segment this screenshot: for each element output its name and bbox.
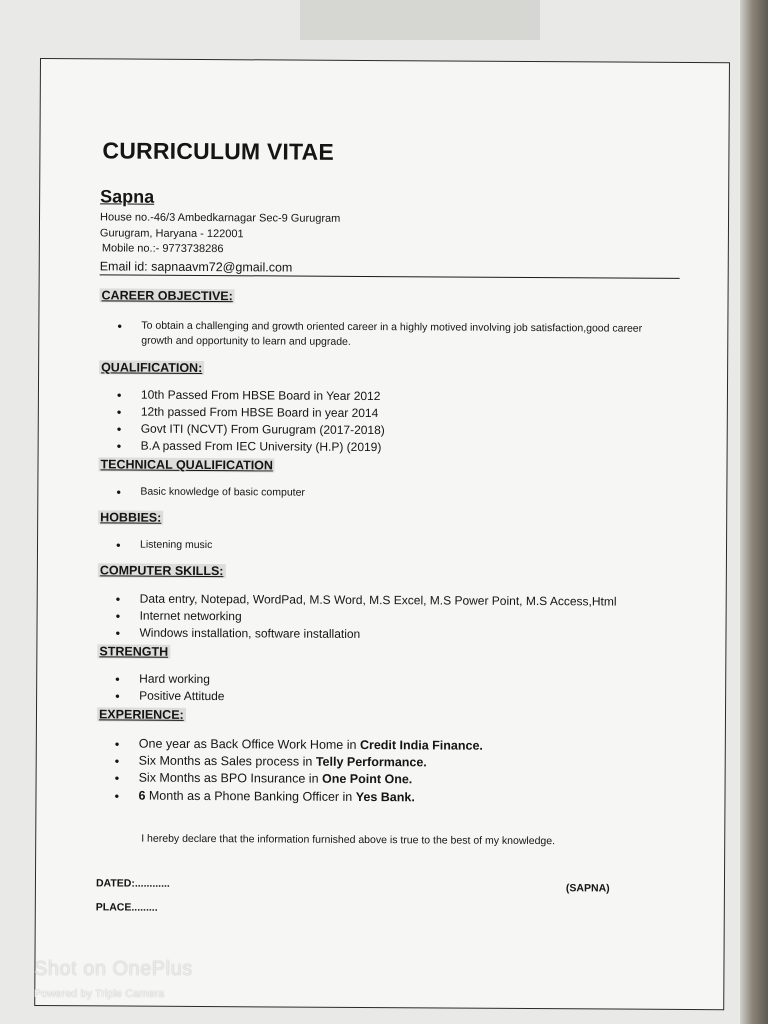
dated-field: DATED:............	[95, 877, 170, 890]
signature-name: (SAPNA)	[565, 882, 610, 895]
list-item	[114, 788, 414, 805]
strength-item: Positive Attitude	[139, 688, 225, 704]
page-edge	[740, 0, 768, 1024]
list-item	[115, 753, 427, 770]
place-field: PLACE.........	[95, 901, 158, 914]
section-heading-technical-qualification: TECHNICAL QUALIFICATION	[100, 457, 274, 473]
section-heading-experience: EXPERIENCE:	[98, 707, 184, 722]
email-address: Email id: sapnaavm72@gmail.com	[99, 259, 293, 275]
computer-skill-item: Internet networking	[139, 608, 242, 624]
bullet-icon: •	[115, 625, 121, 641]
qualification-item: B.A passed From IEC University (H.P) (2019)	[140, 438, 382, 455]
list-item	[115, 770, 413, 787]
address-line-1: House no.-46/3 Ambedkarnagar Sec-9 Gurugram	[99, 211, 341, 225]
bullet-icon: •	[117, 318, 122, 334]
list-item	[116, 608, 242, 624]
list-item	[117, 438, 382, 455]
bullet-icon: •	[116, 421, 122, 437]
experience-item: 6 Month as a Phone Banking Officer in Yes Bank.	[138, 788, 415, 805]
bullet-icon: •	[116, 404, 122, 420]
list-item	[115, 688, 224, 704]
list-item	[116, 537, 212, 553]
computer-skill-item: Windows installation, software installation	[139, 625, 361, 641]
list-item	[115, 625, 360, 641]
hobby-item: Listening music	[139, 538, 213, 552]
bullet-icon: •	[114, 753, 120, 769]
section-heading-hobbies: HOBBIES:	[100, 510, 162, 525]
list-item	[117, 318, 661, 351]
list-item	[115, 736, 483, 753]
career-objective-text: To obtain a challenging and growth oriented career in a highly motived involving job satisfaction,good career growth and opportunity to learn and upgrade.	[141, 319, 643, 348]
bullet-icon: •	[115, 688, 120, 704]
technical-qualification-item: Basic knowledge of basic computer	[140, 485, 305, 499]
qualification-item: 10th Passed From HBSE Board in Year 2012	[140, 387, 381, 404]
strength-item: Hard working	[139, 671, 210, 687]
bleed-through-shadow	[300, 0, 540, 40]
list-item	[116, 484, 305, 500]
list-item	[117, 421, 385, 438]
bullet-icon: •	[114, 788, 120, 804]
bullet-icon: •	[115, 591, 121, 607]
camera-watermark-subtitle: Powered by Triple Camera	[34, 988, 165, 1000]
bullet-icon: •	[115, 608, 121, 624]
computer-skill-item: Data entry, Notepad, WordPad, M.S Word, M.S Excel, M.S Power Point, M.S Access,Html	[139, 591, 617, 609]
list-item	[116, 591, 617, 609]
header-divider	[100, 274, 680, 279]
declaration-text: I hereby declare that the information furnished above is true to the best of my knowledge.	[141, 832, 556, 848]
experience-item: Six Months as Sales process in Telly Performance.	[138, 753, 427, 770]
experience-item: Six Months as BPO Insurance in One Point One.	[138, 770, 413, 787]
document-title: CURRICULUM VITAE	[102, 137, 334, 165]
bullet-icon: •	[115, 537, 121, 553]
cv-page	[34, 58, 730, 1010]
list-item	[117, 404, 379, 421]
list-item	[115, 671, 210, 687]
mobile-number: Mobile no.:- 9773738286	[101, 242, 224, 256]
qualification-item: Govt ITI (NCVT) From Gurugram (2017-2018)	[140, 421, 385, 438]
section-heading-strength: STRENGTH	[99, 644, 169, 659]
list-item	[117, 387, 381, 404]
bullet-icon: •	[114, 770, 120, 786]
candidate-name: Sapna	[100, 186, 155, 207]
section-heading-career-objective: CAREER OBJECTIVE:	[101, 288, 233, 304]
experience-item: One year as Back Office Work Home in Credit India Finance.	[138, 736, 483, 753]
section-heading-qualification: QUALIFICATION:	[101, 360, 203, 375]
bullet-icon: •	[114, 736, 120, 752]
bullet-icon: •	[115, 671, 120, 687]
bullet-icon: •	[116, 438, 122, 454]
qualification-item: 12th passed From HBSE Board in year 2014	[140, 404, 379, 421]
bullet-icon: •	[116, 387, 122, 403]
address-line-2: Gurugram, Haryana - 122001	[99, 227, 244, 241]
camera-watermark: Shot on OnePlus	[34, 958, 193, 980]
section-heading-computer-skills: COMPUTER SKILLS:	[99, 563, 224, 579]
bullet-icon: •	[116, 484, 121, 500]
